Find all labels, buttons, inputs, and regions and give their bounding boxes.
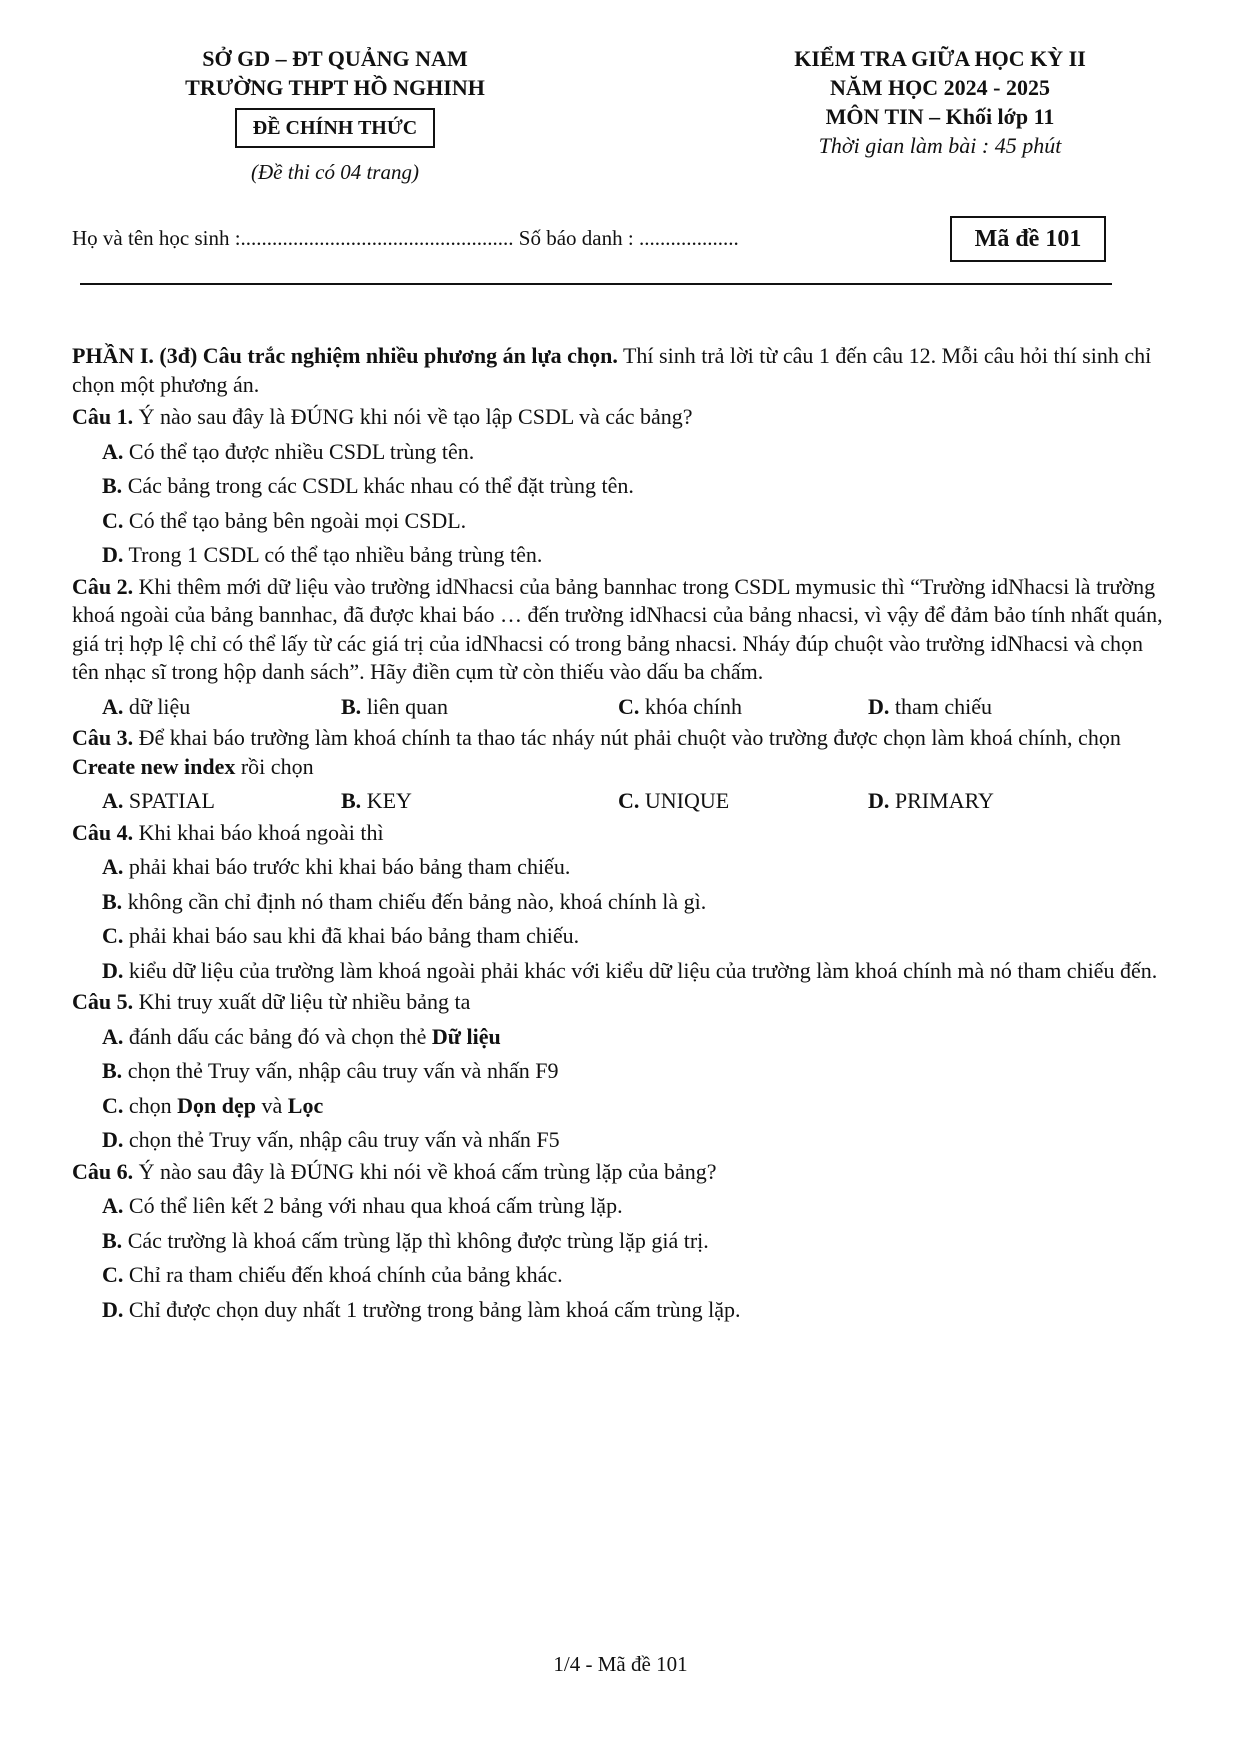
option-letter: C. (102, 507, 124, 533)
section-title: PHẦN I. (3đ) Câu trắc nghiệm nhiều phương án lựa chọn. (72, 343, 618, 368)
q3-option-b (341, 787, 618, 816)
option-text-bold: Dữ liệu (431, 1023, 501, 1049)
question-label: Câu 2. (72, 573, 134, 599)
subject-grade: MÔN TIN – Khối lớp 11 (825, 104, 1055, 129)
q1-option-d (102, 541, 1172, 570)
exam-title: KIỂM TRA GIỮA HỌC KỲ II (794, 46, 1086, 71)
q4-option-c (102, 922, 1172, 951)
option-text-bold: Lọc (287, 1092, 324, 1118)
option-letter: A. (102, 1023, 124, 1049)
q3-option-c (618, 787, 868, 816)
question-1 (72, 403, 1172, 432)
pages-note: (Đề thi có 04 trang) (251, 160, 419, 184)
question-label: Câu 6. (72, 1158, 134, 1184)
option-text-bold: Dọn dẹp (177, 1092, 257, 1118)
question-6 (72, 1158, 1172, 1187)
option-text: không cần chỉ định nó tham chiếu đến bảng nào, khoá chính là gì. (122, 888, 707, 914)
option-text: chọn (123, 1092, 178, 1118)
option-text: SPATIAL (123, 788, 215, 813)
option-letter: C. (102, 923, 124, 948)
q4-option-a (102, 853, 1172, 882)
q1-option-b (102, 472, 1172, 501)
option-letter: D. (102, 542, 124, 567)
option-text: đánh dấu các bảng đó và chọn thẻ (123, 1023, 432, 1049)
official-exam-box: ĐỀ CHÍNH THỨC (235, 108, 435, 148)
option-text-mid: và (256, 1092, 288, 1118)
option-text: khóa chính (639, 693, 743, 719)
department-name: SỞ GD – ĐT QUẢNG NAM (202, 46, 468, 71)
q5-option-d (102, 1126, 1172, 1155)
q3-option-d (868, 787, 994, 816)
q6-option-c (102, 1261, 1172, 1290)
section-heading (72, 342, 1172, 399)
question-text: Để khai báo trường làm khoá chính ta thao tác nháy nút phải chuột vào trường được chọn làm khoá chính, chọn (133, 725, 1121, 750)
question-text-end: rồi chọn (235, 753, 314, 779)
q6-option-a (102, 1192, 1172, 1221)
option-text: Có thể liên kết 2 bảng với nhau qua khoá cấm trùng lặp. (123, 1193, 623, 1218)
header-divider (80, 283, 1112, 285)
q2-option-b (341, 693, 618, 722)
q5-option-b (102, 1057, 1172, 1086)
q4-option-d (102, 957, 1172, 986)
question-label: Câu 3. (72, 725, 134, 750)
option-text: liên quan (361, 693, 448, 719)
option-text: chọn thẻ Truy vấn, nhập câu truy vấn và nhấn F5 (123, 1127, 560, 1152)
question-text: Khi thêm mới dữ liệu vào trường idNhacsi của bảng bannhac trong CSDL mymusic thì “Trường idNhacsi là trường khoá ngoài của bảng bannhac, đã được khai báo … đến trường idNhacsi của bảng nhacsi, vì vậy để đảm bảo tính nhất quán, giá trị hợp lệ chỉ có thể lấy từ các giá trị của idNhacsi có trong bảng nhacsi. Nháy đúp chuột vào trường idNhacsi và chọn tên nhạc sĩ trong hộp danh sách”. Hãy điền cụm từ còn thiếu vào dấu ba chấm. (72, 573, 1163, 684)
option-letter: B. (102, 473, 123, 498)
option-text: Có thể tạo bảng bên ngoài mọi CSDL. (123, 507, 467, 533)
option-letter: C. (618, 693, 640, 719)
q2-option-d (868, 693, 992, 722)
option-letter: A. (102, 693, 124, 719)
page-footer: 1/4 - Mã đề 101 (553, 1652, 688, 1676)
option-text: phải khai báo trước khi khai báo bảng tham chiếu. (123, 854, 571, 879)
q5-option-a (102, 1023, 1172, 1052)
option-text: dữ liệu (123, 693, 191, 719)
option-letter: A. (102, 438, 124, 464)
q2-options (102, 693, 1172, 722)
question-text: Khi khai báo khoá ngoài thì (133, 819, 384, 845)
question-label: Câu 1. (72, 404, 134, 429)
q6-option-d (102, 1296, 1172, 1325)
school-year: NĂM HỌC 2024 - 2025 (830, 75, 1050, 100)
question-3 (72, 724, 1172, 781)
option-letter: A. (102, 854, 124, 879)
question-label: Câu 5. (72, 989, 134, 1014)
option-text: Chỉ được chọn duy nhất 1 trường trong bảng làm khoá cấm trùng lặp. (123, 1296, 741, 1322)
option-letter: B. (102, 1227, 123, 1253)
option-letter: A. (102, 1193, 124, 1218)
option-text: Có thể tạo được nhiều CSDL trùng tên. (123, 438, 475, 464)
option-letter: B. (102, 1058, 123, 1083)
option-text: phải khai báo sau khi đã khai báo bảng tham chiếu. (123, 923, 580, 948)
q2-option-a (102, 693, 341, 722)
option-letter: D. (868, 693, 890, 719)
option-letter: B. (102, 888, 123, 914)
option-letter: A. (102, 788, 124, 813)
option-text: tham chiếu (889, 693, 993, 719)
question-text-bold: Create new index (72, 753, 236, 779)
school-name: TRƯỜNG THPT HỒ NGHINH (185, 75, 485, 100)
question-2 (72, 573, 1172, 687)
option-letter: B. (341, 788, 362, 813)
option-text: KEY (361, 788, 412, 813)
q3-option-a (102, 787, 341, 816)
option-letter: D. (102, 957, 124, 983)
q1-option-c (102, 507, 1172, 536)
school-header (140, 44, 530, 185)
option-letter: C. (102, 1092, 124, 1118)
section-description: Thí sinh trả lời từ câu 1 đến câu 12. Mỗi câu hỏi thí sinh chỉ chọn một phương án. (72, 343, 1152, 397)
exam-code-box: Mã đề 101 (950, 216, 1106, 262)
option-text: Chỉ ra tham chiếu đến khoá chính của bảng khác. (123, 1262, 563, 1287)
option-text: kiểu dữ liệu của trường làm khoá ngoài phải khác với kiểu dữ liệu của trường làm khoá chính mà nó tham chiếu đến. (123, 957, 1158, 983)
option-letter: D. (868, 788, 890, 813)
option-text: PRIMARY (889, 788, 994, 813)
option-text: Các trường là khoá cấm trùng lặp thì không được trùng lặp giá trị. (122, 1227, 709, 1253)
q6-option-b (102, 1227, 1172, 1256)
option-letter: B. (341, 693, 362, 719)
option-text: Các bảng trong các CSDL khác nhau có thể đặt trùng tên. (122, 473, 634, 498)
option-letter: D. (102, 1127, 124, 1152)
exam-duration: Thời gian làm bài : 45 phút (818, 133, 1062, 158)
exam-content (72, 342, 1172, 1324)
q3-options (102, 787, 1172, 816)
option-letter: C. (618, 788, 640, 813)
option-text: Trong 1 CSDL có thể tạo nhiều bảng trùng tên. (123, 542, 543, 567)
question-text: Ý nào sau đây là ĐÚNG khi nói về khoá cấm trùng lặp của bảng? (133, 1158, 717, 1184)
exam-header (720, 44, 1160, 160)
question-label: Câu 4. (72, 819, 134, 845)
option-text: chọn thẻ Truy vấn, nhập câu truy vấn và nhấn F9 (122, 1058, 559, 1083)
question-text: Ý nào sau đây là ĐÚNG khi nói về tạo lập CSDL và các bảng? (133, 404, 693, 429)
q4-option-b (102, 888, 1172, 917)
q2-option-c (618, 693, 868, 722)
question-text: Khi truy xuất dữ liệu từ nhiều bảng ta (133, 989, 471, 1014)
q5-option-c (102, 1092, 1172, 1121)
q1-option-a (102, 438, 1172, 467)
option-text: UNIQUE (639, 788, 730, 813)
student-info-line: Họ và tên học sinh :.................................................... Số báo danh : ................... (72, 226, 739, 250)
option-letter: D. (102, 1296, 124, 1322)
question-4 (72, 819, 1172, 848)
option-letter: C. (102, 1262, 124, 1287)
question-5 (72, 988, 1172, 1017)
